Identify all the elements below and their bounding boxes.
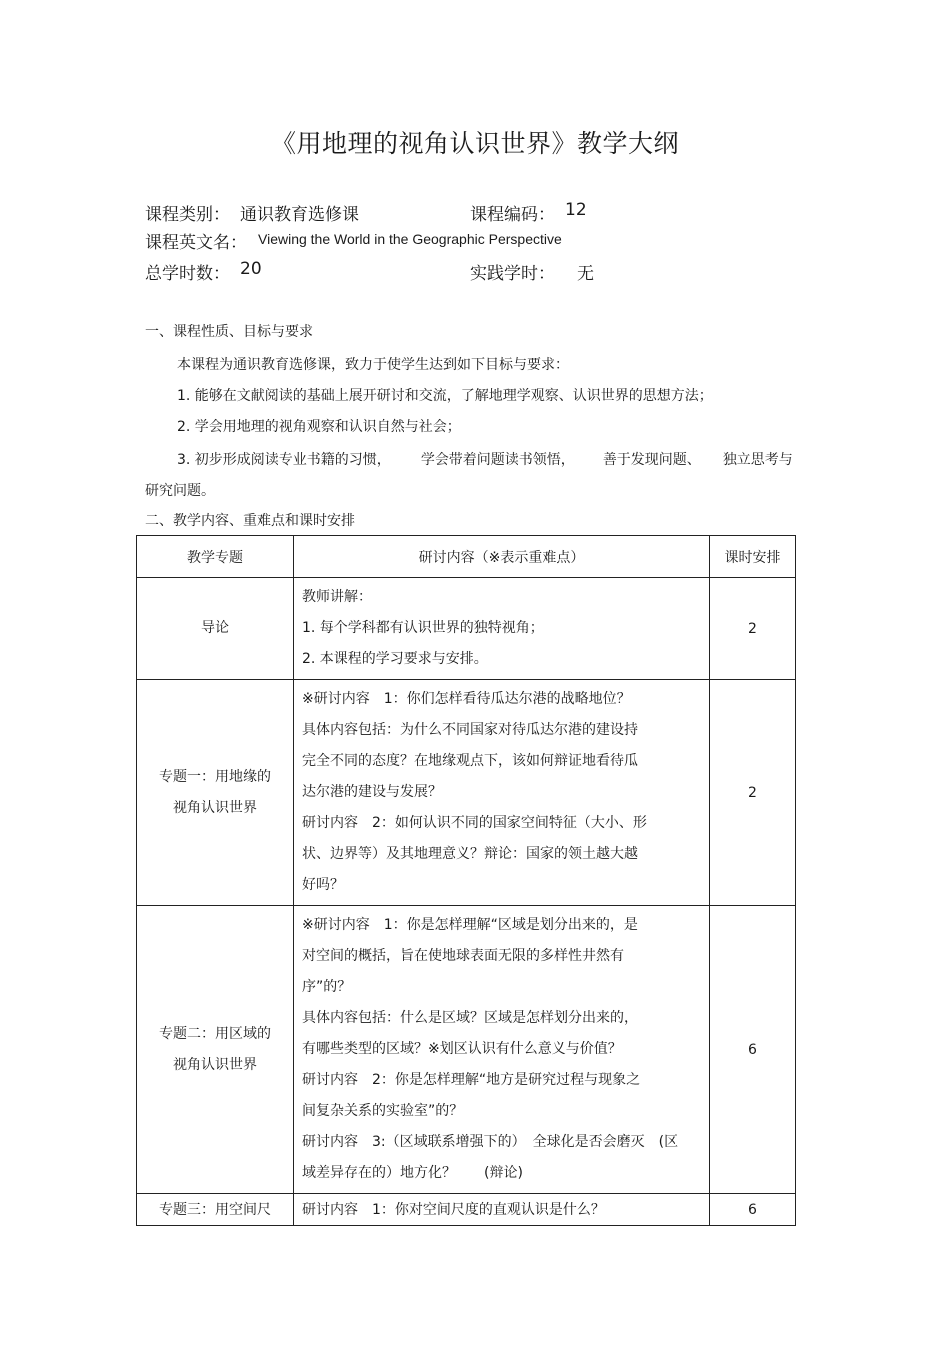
content-line: 有哪些类型的区域？※划区认识有什么意义与价值？ [302, 1041, 622, 1057]
header-content: 研讨内容（※表示重难点） [294, 536, 710, 578]
hours-label: 总学时数： [145, 264, 230, 284]
content-line: ※研讨内容 1：你是怎样理解“区域是划分出来的，是 [302, 917, 638, 933]
section1-intro: 本课程为通识教育选修课，致力于使学生达到如下目标与要求： [177, 357, 569, 373]
row-topic [137, 578, 294, 680]
header-hours: 课时安排 [710, 536, 796, 578]
header-topic: 教学专题 [137, 536, 294, 578]
category-label: 课程类别： [145, 205, 230, 225]
row-topic [137, 906, 294, 1194]
code-value: 12 [565, 200, 587, 220]
item3-part-d: 独立思考与 [722, 452, 793, 468]
content-line: 研讨内容 3:（区域联系增强下的） 全球化是否会磨灭 (区 [302, 1134, 679, 1150]
table-row [137, 1194, 796, 1226]
practice-value: 无 [577, 264, 594, 284]
content-line: 间复杂关系的实验室”的？ [302, 1103, 464, 1119]
row-topic [137, 1194, 294, 1226]
topic-line: 视角认识世界 [173, 799, 257, 816]
item3-part-c: 善于发现问题、 [602, 452, 701, 468]
content-line: 2. 本课程的学习要求与安排。 [302, 651, 488, 667]
content-line: 状、边界等）及其地理意义？辩论：国家的领土越大越 [302, 846, 638, 862]
row-topic [137, 680, 294, 906]
syllabus-table [136, 535, 796, 1226]
topic-line: 导论 [201, 620, 229, 636]
section1-heading: 一、课程性质、目标与要求 [145, 324, 313, 340]
item3-part-b: 学会带着问题读书领悟， [420, 452, 575, 468]
section1-item3 [177, 449, 837, 469]
section1-item2: 2. 学会用地理的视角观察和认识自然与社会； [177, 419, 461, 435]
table-row [137, 906, 796, 1194]
row-hours: 6 [710, 1194, 796, 1226]
content-line: 具体内容包括：什么是区域？区域是怎样划分出来的， [302, 1010, 638, 1026]
table-header-row [137, 536, 796, 578]
content-line: 序”的？ [302, 979, 352, 995]
topic-line: 视角认识世界 [173, 1056, 257, 1073]
hours-value: 20 [240, 259, 262, 279]
content-line: 达尔港的建设与发展？ [302, 784, 442, 800]
content-line: 具体内容包括：为什么不同国家对待瓜达尔港的建设持 [302, 722, 638, 738]
topic-line: 专题二：用区域的 [159, 1025, 271, 1042]
content-line: 1. 每个学科都有认识世界的独特视角； [302, 620, 544, 636]
row-content [294, 1194, 710, 1226]
topic-line: 专题一：用地缘的 [159, 768, 271, 785]
row-hours: 2 [710, 578, 796, 680]
row-content [294, 680, 710, 906]
table-row [137, 578, 796, 680]
content-line: ※研讨内容 1：你们怎样看待瓜达尔港的战略地位？ [302, 691, 631, 707]
content-line: 研讨内容 1：你对空间尺度的直观认识是什么？ [302, 1201, 605, 1218]
content-line: 研讨内容 2：你是怎样理解“地方是研究过程与现象之 [302, 1072, 641, 1088]
row-content [294, 906, 710, 1194]
row-hours: 6 [710, 906, 796, 1194]
code-label: 课程编码： [470, 205, 555, 225]
content-line: 研讨内容 2：如何认识不同的国家空间特征（大小、形 [302, 815, 647, 831]
category-value: 通识教育选修课 [240, 205, 359, 225]
section1-item1: 1. 能够在文献阅读的基础上展开研讨和交流，了解地理学观察、认识世界的思想方法； [177, 388, 713, 404]
content-line: 对空间的概括，旨在使地球表面无限的多样性井然有 [302, 948, 624, 964]
english-value: Viewing the World in the Geographic Perspective [258, 231, 562, 247]
section2-heading: 二、教学内容、重难点和课时安排 [145, 513, 355, 529]
section1-item3-continued: 研究问题。 [145, 483, 215, 499]
content-line: 完全不同的态度？在地缘观点下，该如何辩证地看待瓜 [302, 753, 638, 769]
content-line: 域差异存在的）地方化？ (辩论) [302, 1165, 523, 1181]
row-hours: 2 [710, 680, 796, 906]
table-row [137, 680, 796, 906]
english-label: 课程英文名： [145, 233, 247, 253]
practice-label: 实践学时： [470, 264, 555, 284]
document-title: 《用地理的视角认识世界》教学大纲 [270, 129, 679, 158]
content-line: 教师讲解： [302, 589, 372, 605]
item3-part-a: 3. 初步形成阅读专业书籍的习惯， [177, 452, 391, 468]
row-content [294, 578, 710, 680]
content-line: 好吗？ [302, 877, 344, 893]
topic-line: 专题三：用空间尺 [159, 1201, 271, 1218]
